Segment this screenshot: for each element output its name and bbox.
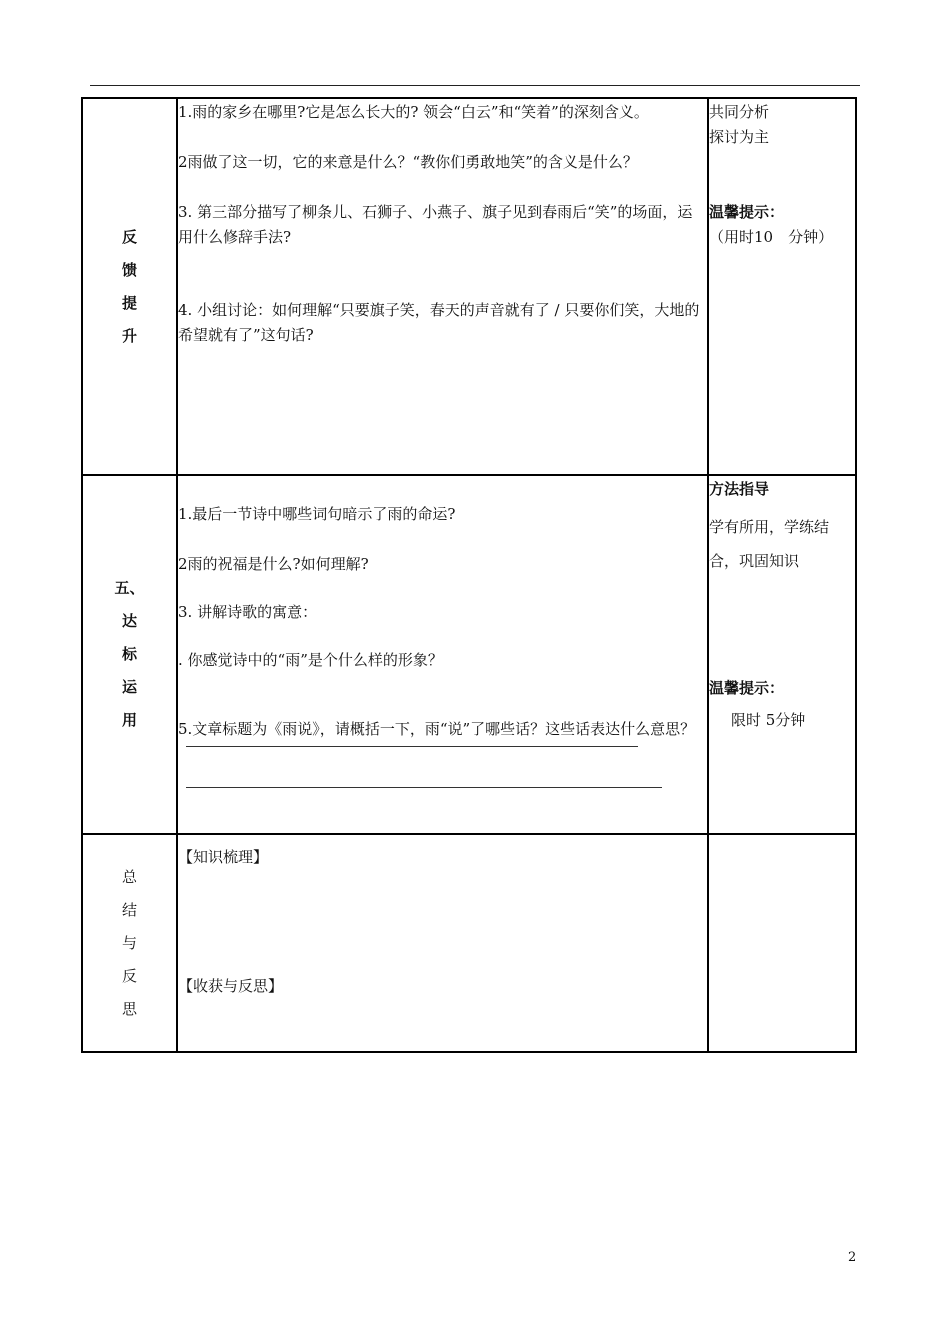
section-feedback-label: 反 馈 提 升 <box>82 98 177 475</box>
practice-question-3: 3. 讲解诗歌的寓意： <box>178 603 318 621</box>
tip-title: 温馨提示： <box>709 203 785 221</box>
question-2: 2雨做了这一切，它的来意是什么？“教你们勇敢地笑”的含义是什么？ <box>178 153 638 171</box>
side-line-1: 共同分析 <box>709 103 770 121</box>
practice-questions <box>177 475 708 834</box>
summary-content <box>177 834 708 1052</box>
summary-side-empty <box>708 834 856 1052</box>
section-summary-row <box>82 834 856 1052</box>
answer-line-2 <box>186 787 662 788</box>
method-text: 学有所用，学练结合，巩固知识 <box>709 518 830 570</box>
method-title: 方法指导 <box>709 480 770 498</box>
page-number: 2 <box>848 1250 857 1265</box>
answer-line-1 <box>186 746 638 747</box>
knowledge-heading: 【知识梳理】 <box>178 848 269 866</box>
tip-title: 温馨提示： <box>709 679 785 697</box>
section-practice-label: 五、 达 标 运 用 <box>82 475 177 834</box>
section-practice-row <box>82 475 856 834</box>
section-feedback-row <box>82 98 856 475</box>
header-rule <box>90 85 860 86</box>
tip-text: 限时 5分钟 <box>731 711 806 729</box>
practice-question-4: . 你感觉诗中的“雨”是个什么样的形象？ <box>178 651 443 669</box>
question-4: 4. 小组讨论：如何理解“只要旗子笑，春天的声音就有了 / 只要你们笑，大地的希望就有了”这句话? <box>178 301 700 344</box>
tip-text: （用时10 分钟） <box>709 228 834 246</box>
practice-question-1: 1.最后一节诗中哪些词句暗示了雨的命运? <box>178 505 456 523</box>
practice-question-2: 2雨的祝福是什么?如何理解? <box>178 555 369 573</box>
feedback-side-notes <box>708 98 856 475</box>
practice-side-notes <box>708 475 856 834</box>
practice-question-5: 5.文章标题为《雨说》，请概括一下，雨“说”了哪些话？这些话表达什么意思？ <box>178 720 696 738</box>
question-1: 1.雨的家乡在哪里?它是怎么长大的? 领会“白云”和“笑着”的深刻含义。 <box>178 103 649 121</box>
question-3: 3. 第三部分描写了柳条儿、石狮子、小燕子、旗子见到春雨后“笑”的场面，运用什么修辞手法? <box>178 203 693 246</box>
section-summary-label: 总 结 与 反 思 <box>82 834 177 1052</box>
side-line-2: 探讨为主 <box>709 128 770 146</box>
feedback-questions <box>177 98 708 475</box>
reflection-heading: 【收获与反思】 <box>178 977 284 995</box>
lesson-table <box>81 97 857 1053</box>
